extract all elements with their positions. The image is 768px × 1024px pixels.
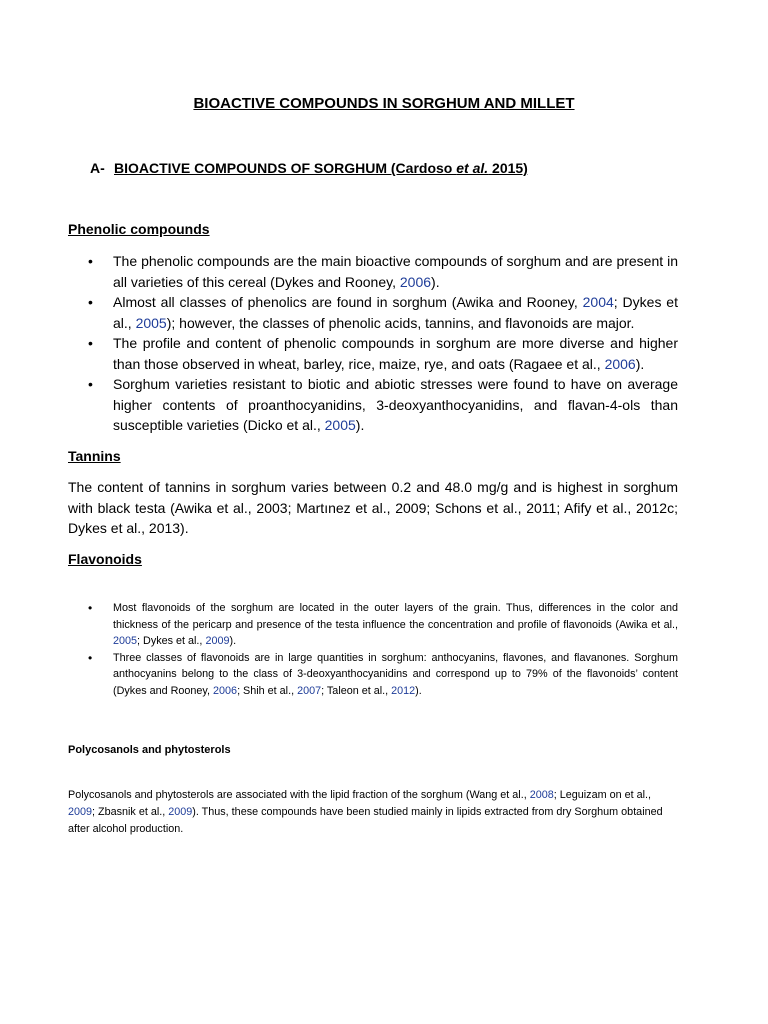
list-item <box>68 600 678 650</box>
list-item <box>68 374 678 436</box>
flavonoids-list <box>68 600 678 699</box>
list-item-text: Three classes of flavonoids are in large quantities in sorghum: anthocyanins, flavones, and flavanones. Sorghum anthocyanins belong to the class of 3-deoxyanthocyanidins and correspond up to 79% of the flavonoids’ content (Dykes and Rooney, 2006; Shih et al., 2007; Taleon et al., 2012). <box>113 651 678 697</box>
tannins-paragraph: The content of tannins in sorghum varies between 0.2 and 48.0 mg/g and is highest in sorghum with black testa (Awika et al., 2003; Martınez et al., 2009; Schons et al., 2011; Afify et al., 2012c; Dykes et al., 2013). <box>68 479 678 536</box>
section-a-heading <box>90 160 528 176</box>
bullet-icon: • <box>88 650 93 665</box>
phenolic-list <box>68 251 678 436</box>
bullet-icon: • <box>88 601 93 615</box>
list-item <box>68 251 678 292</box>
list-item-text: Most flavonoids of the sorghum are located in the outer layers of the grain. Thus, differences in the color and thickness of the pericarp and presence of the testa influence the concentration and profile of flavonoids (Awika et al., 2005; Dykes et al., 2009). <box>113 602 678 647</box>
list-item-text: The profile and content of phenolic compounds in sorghum are more diverse and higher than those observed in wheat, barley, rice, maize, rye, and oats (Ragaee et al., 2006). <box>113 335 678 372</box>
list-item-text: Almost all classes of phenolics are found in sorghum (Awika and Rooney, 2004; Dykes et al., 2005); however, the classes of phenolic acids, tannins, and flavonoids are major. <box>113 294 678 331</box>
phenolic-heading: Phenolic compounds <box>68 221 210 237</box>
bullet-icon: • <box>88 253 93 269</box>
flavonoids-heading: Flavonoids <box>68 551 142 567</box>
polycosanols-heading: Polycosanols and phytosterols <box>68 744 231 756</box>
section-a-label: A- <box>90 160 105 176</box>
list-item-text: Sorghum varieties resistant to biotic and abiotic stresses were found to have on average higher contents of proanthocyanidins, 3-deoxyanthocyanidins, and flavan-4-ols than susceptible varieties (Dicko et al., 2005). <box>113 376 678 433</box>
list-item <box>68 650 678 700</box>
bullet-icon: • <box>88 335 93 351</box>
list-item <box>68 333 678 374</box>
section-a-title: BIOACTIVE COMPOUNDS OF SORGHUM (Cardoso et al. 2015) <box>114 160 528 176</box>
tannins-heading: Tannins <box>68 448 121 464</box>
document-title: BIOACTIVE COMPOUNDS IN SORGHUM AND MILLET <box>193 95 575 112</box>
list-item-text: The phenolic compounds are the main bioactive compounds of sorghum and are present in all varieties of this cereal (Dykes and Rooney, 2006). <box>113 253 678 290</box>
bullet-icon: • <box>88 376 93 392</box>
list-item <box>68 292 678 333</box>
bullet-icon: • <box>88 294 93 310</box>
polycosanols-paragraph: Polycosanols and phytosterols are associated with the lipid fraction of the sorghum (Wang et al., 2008; Leguizam on et al., 2009; Zbasnik et al., 2009). Thus, these compounds have been studied mainly in lipids extracted from dry Sorghum obtained after alcohol production. <box>68 789 663 835</box>
